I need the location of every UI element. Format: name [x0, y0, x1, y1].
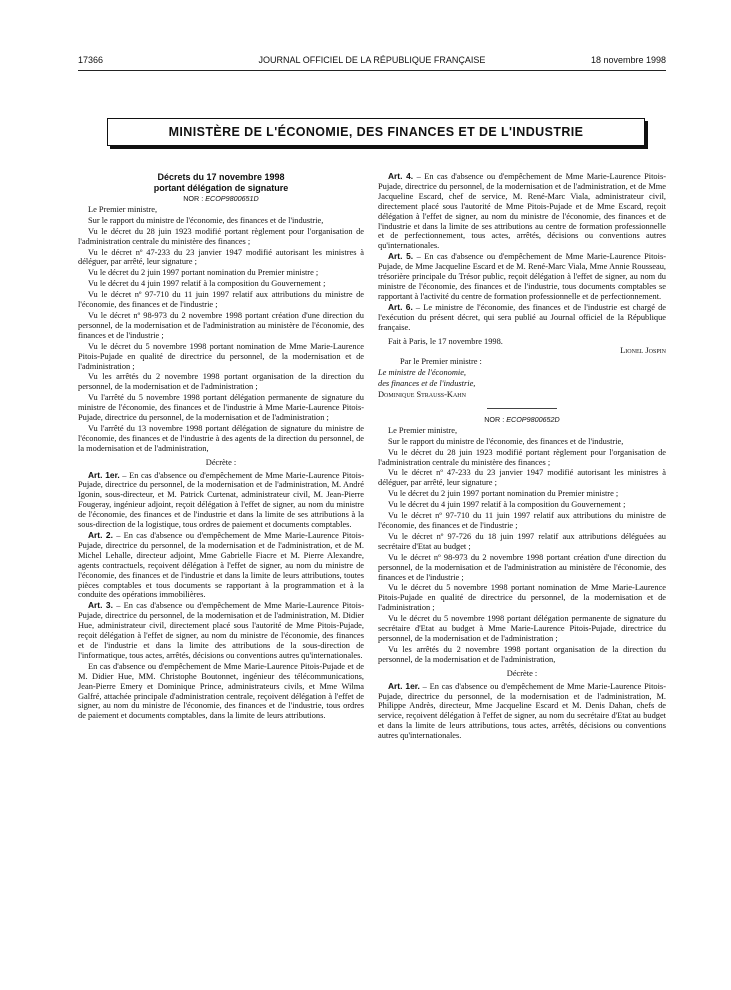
- visa: Vu le décret nº 47-233 du 23 janvier 1947 modifié autorisant les ministres à déléguer, par arrêté, leur signature ;: [378, 468, 666, 488]
- visa: Vu l'arrêté du 13 novembre 1998 portant délégation de signature du ministre de l'économie, des finances et de l'industrie à des agents de la direction du personnel, de la modernisation et de l'administration,: [78, 423, 364, 453]
- article: Art. 4. – En cas d'absence ou d'empêchement de Mme Marie-Laurence Pitois-Pujade, directrice du personnel, de la modernisation et de l'administration, et de Mme Jacqueline Escard, chef de service, M. René-Marc Viala, administrateur civil, directement placé sous l'autorité de Mme Pitois-Pujade et de Mme Escard, reçoit délégation à l'effet de signer, au nom du ministre de l'économie, des finances et de l'industrie et dans la limite de ses attributions au centre de formation professionnelle et de perfectionnement, tous actes, arrêtés, décisions ou conventions autres qu'internationales.: [378, 171, 666, 251]
- minister-name: Dominique Strauss-Kahn: [378, 390, 466, 400]
- visa: Vu le décret du 28 juin 1923 modifié portant règlement pour l'organisation de l'administration centrale du ministère des finances ;: [378, 447, 666, 467]
- page-number: 17366: [78, 55, 104, 65]
- visa: Vu le décret du 2 juin 1997 portant nomination du Premier ministre ;: [88, 268, 319, 278]
- visa: Vu le décret du 4 juin 1997 relatif à la composition du Gouvernement ;: [388, 500, 626, 510]
- article: Art. 1er. – En cas d'absence ou d'empêchement de Mme Marie-Laurence Pitois-Pujade, directrice du personnel, de la modernisation et de l'administration, M. Philippe Andrès, directeur, Mme Jacqueline Escard et M. Denis Dahan, chefs de service, reçoivent délégation à l'effet de signer, au nom du secrétaire d'Etat au budget et dans la limite de leurs attributions, tous actes, arrêtés, décisions ou conventions autres qu'internationales.: [378, 680, 666, 741]
- visa: Vu le décret nº 97-710 du 11 juin 1997 relatif aux attributions du ministre de l'économie, des finances et de l'industrie ;: [378, 511, 666, 530]
- article: Art. 2. – En cas d'absence ou d'empêchement de Mme Marie-Laurence Pitois-Pujade, directrice du personnel, de la modernisation et de l'administration, et de M. Michel Lehalle, directeur adjoint, Mme Gabrielle Fiacre et M. Pierre Alexandre, agents contractuels, reçoivent délégation à l'effet de signer, au nom du ministre de l'économie, des finances et de l'industrie et dans la limite de leurs attributions, toutes pièces comptables et tous documents se rapportant à la programmation et à la conduite des opérations immobilières.: [78, 530, 364, 600]
- article: Art. 6. – Le ministre de l'économie, des finances et de l'industrie est chargé de l'exécution du présent décret, qui sera publié au Journal officiel de la République française.: [378, 301, 666, 332]
- nor-reference-1: NOR : ECOP9800651D: [183, 194, 259, 203]
- decrete-heading: Décrète :: [205, 457, 237, 467]
- signatory: Lionel Jospin: [620, 346, 666, 356]
- visa: Vu le décret nº 97-726 du 18 juin 1997 relatif aux attributions déléguées au secrétaire d'Etat au budget ;: [378, 531, 666, 551]
- ministry-title: MINISTÈRE DE L'ÉCONOMIE, DES FINANCES ET DE L'INDUSTRIE: [168, 125, 584, 139]
- visa: Sur le rapport du ministre de l'économie, des finances et de l'industrie,: [88, 215, 324, 225]
- visa: Vu le décret du 5 novembre 1998 portant délégation permanente de signature du secrétaire d'Etat au budget à Mme Marie-Laurence Pitois-Pujade, directrice du personnel, de la modernisation et de l'administration ;: [378, 614, 666, 643]
- visa: Vu les arrêtés du 2 novembre 1998 portant organisation de la direction du personnel, de la modernisation et de l'administration,: [378, 644, 666, 664]
- visa: Vu les arrêtés du 2 novembre 1998 portant organisation de la direction du personnel, de la modernisation et de l'administration ;: [78, 372, 364, 392]
- article-continued: En cas d'absence ou d'empêchement de Mme Marie-Laurence Pitois-Pujade et de M. Didier Hue, MM. Christophe Boutonnet, ingénieur des télécommunications, Jean-Pierre Emery et Dominique Prince, administrateurs civils, et Mme Wilma Galfré, attachée principale d'administration centrale, reçoivent délégation à l'effet de signer, au nom du ministre de l'économie, des finances et de l'industrie, tous ordres de paiement et documents comptables, dans la limite de leurs attributions.: [78, 661, 364, 721]
- visa: Vu le décret du 5 novembre 1998 portant nomination de Mme Marie-Laurence Pitois-Pujade en qualité de directrice du personnel, de la modernisation et de l'administration ;: [378, 583, 666, 613]
- visa: Vu l'arrêté du 5 novembre 1998 portant délégation permanente de signature du ministre de l'économie, des finances et de l'industrie à Mme Marie-Laurence Pitois-Pujade, directrice du personnel, de la modernisation et de l'administration ;: [78, 393, 364, 423]
- ministry-banner: [107, 118, 645, 146]
- minister-title-2: des finances et de l'industrie,: [378, 379, 476, 389]
- visa: Vu le décret du 5 novembre 1998 portant nomination de Mme Marie-Laurence Pitois-Pujade en qualité de directrice du personnel, de la modernisation et de l'administration ;: [78, 341, 364, 371]
- visa: Vu le décret du 4 juin 1997 relatif à la composition du Gouvernement ;: [88, 279, 326, 289]
- issue-date: 18 novembre 1998: [590, 55, 666, 65]
- visa: Vu le décret du 2 juin 1997 portant nomination du Premier ministre ;: [388, 489, 619, 499]
- article: Art. 1er. – En cas d'absence ou d'empêchement de Mme Marie-Laurence Pitois-Pujade, directrice du personnel, de la modernisation et de l'administration, M. André Igonin, sous-directeur, et M. Patrick Curtenat, administrateur civil, M. Jean-Pierre Fougeray, ingénieur adjoint, reçoit délégation à l'effet de signer, au nom du ministre de l'économie, des finances et de l'industrie et dans la limite de ses attributions à la sous-direction de la logistique, tous ordres de paiement et documents comptables.: [78, 469, 364, 530]
- visa: Vu le décret nº 97-710 du 11 juin 1997 relatif aux attributions du ministre de l'économie, des finances et de l'industrie ;: [78, 290, 364, 310]
- article: Art. 3. – En cas d'absence ou d'empêchement de Mme Marie-Laurence Pitois-Pujade, directrice du personnel, de la modernisation et de l'administration, M. Didier Hue, administrateur civil, directement placé sous l'autorité de Mme Pitois-Pujade, reçoit délégation à l'effet de signer, au nom du ministre de l'économie, des finances et de l'industrie et dans la limite des attributions de la sous-direction de l'informatique, tous actes, arrêtés, décisions ou conventions autres qu'internationales.: [78, 600, 364, 660]
- minister-title-1: Le ministre de l'économie,: [378, 368, 467, 378]
- visa: Vu le décret nº 47-233 du 23 janvier 1947 modifié autorisant les ministres à déléguer, par arrêté, leur signature ;: [78, 247, 364, 267]
- article: Art. 5. – En cas d'absence ou d'empêchement de Mme Marie-Laurence Pitois-Pujade, de Mme Jacqueline Escard et de M. René-Marc Viala, Mme Annie Rousseau, trésorière principale du Trésor public, reçoit délégation à l'effet de signer, au nom du ministre de l'économie, des finances et de l'industrie, tous documents comptables se rapportant à l'activité du centre de formation professionnelle et de perfectionnement.: [378, 251, 666, 301]
- journal-name: JOURNAL OFFICIEL DE LA RÉPUBLIQUE FRANÇAISE: [258, 55, 486, 65]
- visa: Vu le décret nº 98-973 du 2 novembre 1998 portant création d'une direction du personnel, de la modernisation et de l'administration au ministère de l'économie, des finances et de l'industrie ;: [378, 552, 666, 582]
- decree1-opening: Le Premier ministre,: [88, 204, 158, 214]
- page-header: [78, 55, 666, 69]
- place-date: Fait à Paris, le 17 novembre 1998.: [388, 336, 503, 346]
- decree-title-line2: portant délégation de signature: [153, 183, 289, 193]
- decrete-heading-2: Décrète :: [506, 668, 538, 678]
- left-column: [78, 172, 364, 722]
- header-rule: [78, 70, 666, 71]
- separator-rule: [487, 408, 557, 409]
- right-column: [378, 172, 666, 742]
- decree2-opening: Le Premier ministre,: [388, 425, 458, 435]
- nor-reference-2: NOR : ECOP9800652D: [484, 414, 560, 424]
- par-le-premier-ministre: Par le Premier ministre :: [400, 357, 482, 367]
- visa: Vu le décret nº 98-973 du 2 novembre 1998 portant création d'une direction du personnel, de la modernisation et de l'administration au ministère de l'économie, des finances et de l'industrie ;: [78, 310, 364, 340]
- visa: Vu le décret du 28 juin 1923 modifié portant règlement pour l'organisation de l'administration centrale du ministère des finances ;: [78, 226, 364, 246]
- visa: Sur le rapport du ministre de l'économie, des finances et de l'industrie,: [388, 436, 624, 446]
- decree-title-line1: Décrets du 17 novembre 1998: [157, 172, 285, 182]
